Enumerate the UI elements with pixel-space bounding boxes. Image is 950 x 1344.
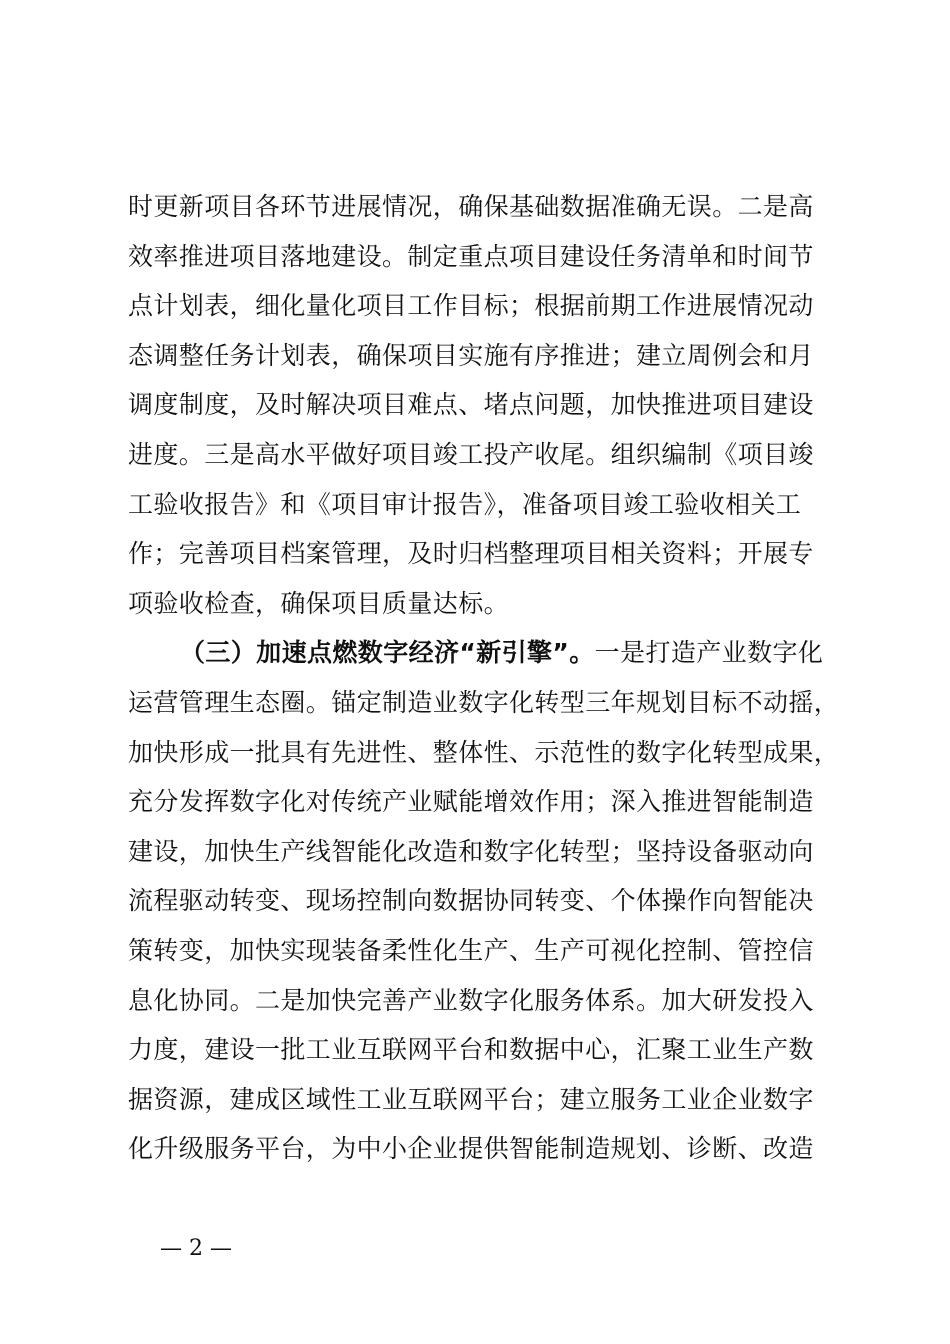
text-line-4: 态调整任务计划表，确保项目实施有序推进；建立周例会和月 [128, 340, 814, 370]
text-line-9: 项验收检查，确保项目质量达标。 [128, 588, 510, 618]
section-heading: （三）加速点燃数字经济“新引擎”。 [180, 638, 595, 668]
text-line-13: 充分发挥数字化对传统产业赋能增效作用；深入推进智能制造 [128, 787, 814, 817]
section-heading-line: （三）加速点燃数字经济“新引擎”。一是打造产业数字化 [180, 638, 824, 668]
text-line-5: 调度制度，及时解决项目难点、堵点问题，加快推进项目建设 [128, 390, 814, 420]
text-line-1: 时更新项目各环节进展情况，确保基础数据准确无误。二是高 [128, 192, 814, 221]
text-line-6: 进度。三是高水平做好项目竣工投产收尾。组织编制《项目竣 [128, 439, 814, 469]
page-number: — 2 — [160, 1236, 232, 1261]
text-line-18: 力度，建设一批工业互联网平台和数据中心，汇聚工业生产数 [128, 1035, 814, 1065]
text-line-20: 化升级服务平台，为中小企业提供智能制造规划、诊断、改造 [128, 1134, 814, 1164]
text-line-12: 加快形成一批具有先进性、整体性、示范性的数字化转型成果， [128, 737, 840, 767]
text-line-19: 据资源，建成区域性工业互联网平台；建立服务工业企业数字 [128, 1084, 814, 1114]
text-line-11: 运营管理生态圈。锚定制造业数字化转型三年规划目标不动摇， [128, 687, 840, 717]
text-line-2: 效率推进项目落地建设。制定重点项目建设任务清单和时间节 [128, 241, 814, 271]
text-line-3: 点计划表，细化量化项目工作目标；根据前期工作进展情况动 [128, 291, 814, 321]
text-line-7: 工验收报告》和《项目审计报告》，准备项目竣工验收相关工 [128, 489, 802, 519]
body-text [128, 182, 858, 1174]
text-line-16: 策转变，加快实现装备柔性化生产、生产可视化控制、管控信 [128, 935, 814, 965]
text-line-17: 息化协同。二是加快完善产业数字化服务体系。加大研发投入 [128, 985, 814, 1015]
text-line-15: 流程驱动转变、现场控制向数据协同转变、个体操作向智能决 [128, 886, 814, 916]
text-line-8: 作；完善项目档案管理，及时归档整理项目相关资料；开展专 [128, 539, 814, 569]
text-line-14: 建设，加快生产线智能化改造和数字化转型；坚持设备驱动向 [128, 836, 814, 866]
